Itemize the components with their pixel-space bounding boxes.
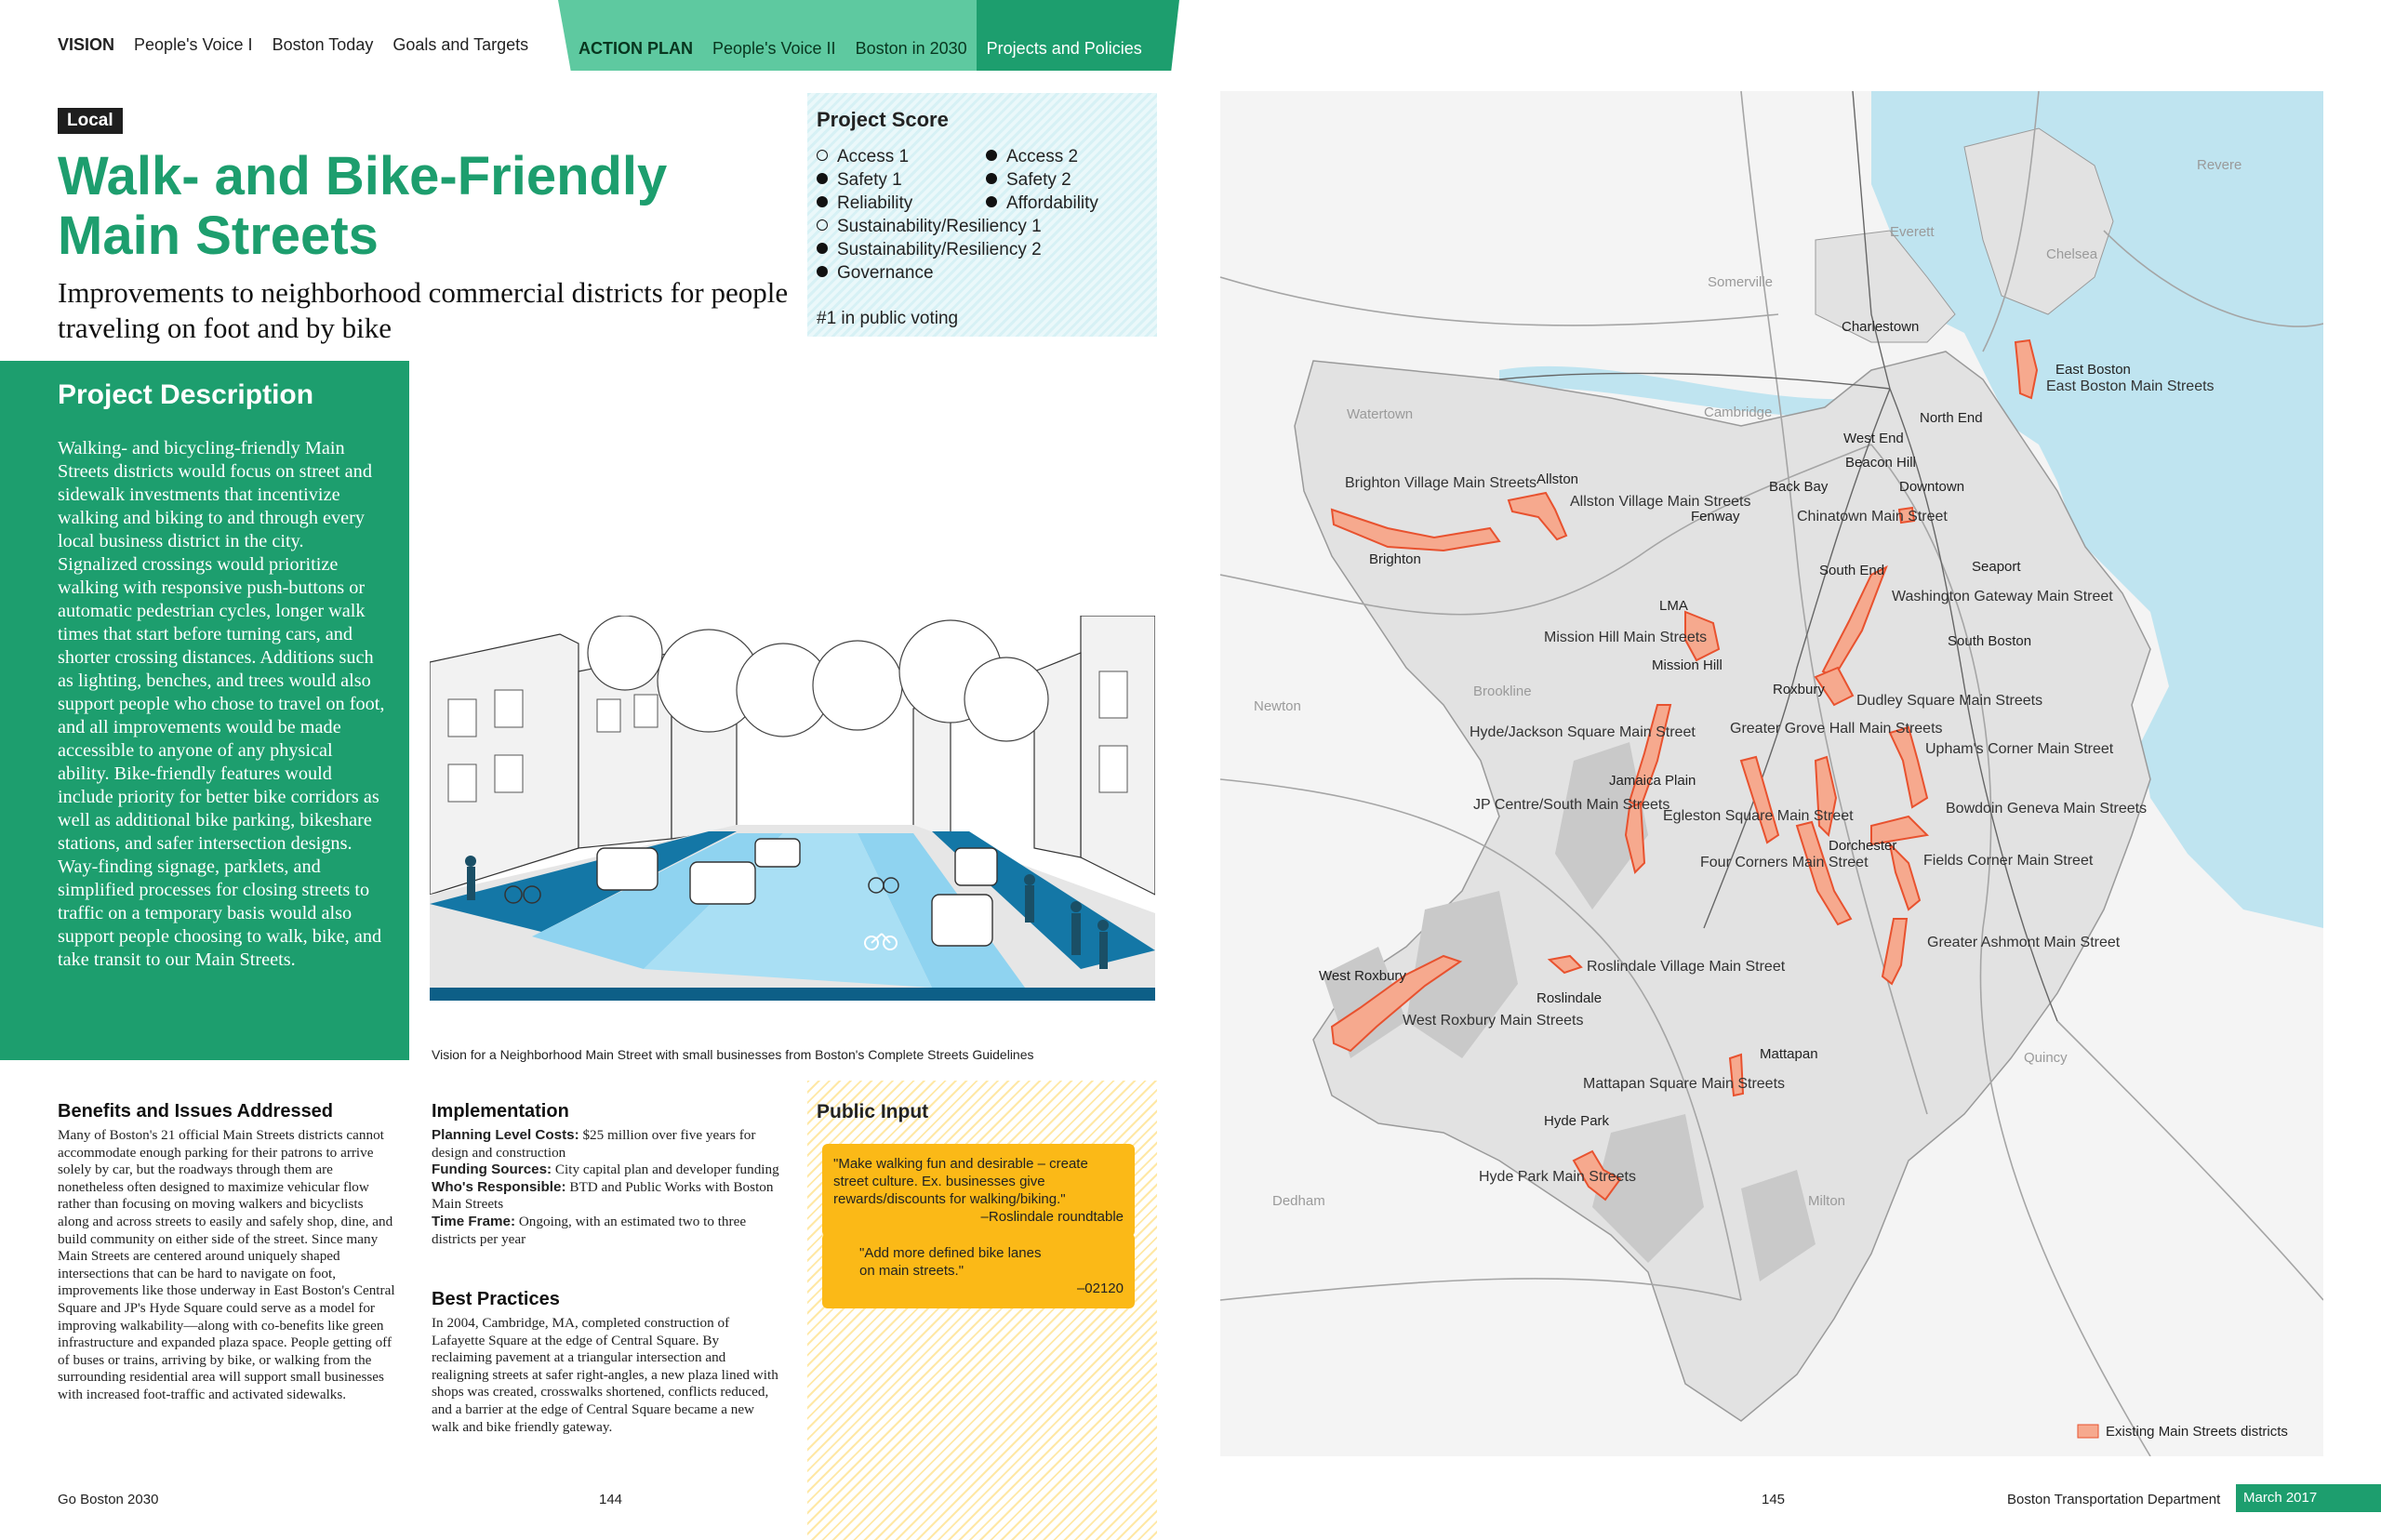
nav-vision[interactable]: VISION bbox=[58, 35, 115, 54]
illustration-caption: Vision for a Neighborhood Main Street with small businesses from Boston's Complete Streets Guidelines bbox=[432, 1047, 1034, 1062]
label-east-boston-ms: East Boston Main Streets bbox=[2046, 378, 2215, 394]
label-chinatown-ms: Chinatown Main Street bbox=[1797, 509, 1948, 524]
nav-goals-targets[interactable]: Goals and Targets bbox=[392, 35, 529, 54]
nav-projects-policies[interactable]: Projects and Policies bbox=[986, 39, 1142, 58]
score-item-safety-2: Safety 2 bbox=[986, 170, 1071, 191]
town-chelsea: Chelsea bbox=[2046, 246, 2098, 262]
best-practices-heading: Best Practices bbox=[432, 1289, 560, 1309]
footer-publication: Go Boston 2030 bbox=[58, 1492, 159, 1507]
label-west-roxbury-ms: West Roxbury Main Streets bbox=[1403, 1013, 1584, 1029]
best-practices-text: In 2004, Cambridge, MA, completed construction of Lafayette Square at the edge of Central Square. By reclaiming pavement at a triangular intersection and realigning streets at safer right-angles, a new plaza lined with shops was created, crosswalks shortened, conflicts reduced, and a barrier at the edge of Central Square became a new walk and bike friendly gateway. bbox=[432, 1315, 778, 1435]
nbhd-mattapan: Mattapan bbox=[1760, 1046, 1818, 1062]
quote-bubble-1 bbox=[822, 1144, 1135, 1237]
label-mattapan-square-ms: Mattapan Square Main Streets bbox=[1583, 1076, 1786, 1092]
score-item-access-1: Access 1 bbox=[817, 147, 909, 167]
filled-circle-icon bbox=[817, 196, 828, 207]
label-greater-ashmont-ms: Greater Ashmont Main Street bbox=[1927, 935, 2121, 950]
nbhd-east-boston: East Boston bbox=[2055, 362, 2131, 378]
score-item-governance: Governance bbox=[817, 263, 934, 284]
legend-label: Existing Main Streets districts bbox=[2106, 1424, 2288, 1440]
legend-swatch bbox=[2078, 1425, 2098, 1438]
label-brighton-village-ms: Brighton Village Main Streets bbox=[1345, 475, 1537, 491]
nbhd-hyde-park: Hyde Park bbox=[1544, 1113, 1610, 1129]
page-subtitle: Improvements to neighborhood commercial districts for people traveling on foot and by bike bbox=[58, 276, 789, 344]
empty-circle-icon bbox=[817, 150, 828, 161]
label-uphams-corner-ms: Upham's Corner Main Street bbox=[1925, 741, 2114, 757]
nbhd-seaport: Seaport bbox=[1972, 559, 2021, 575]
nbhd-charlestown: Charlestown bbox=[1842, 319, 1920, 335]
label-four-corners-ms: Four Corners Main Street bbox=[1700, 855, 1869, 870]
label-hyde-park-ms: Hyde Park Main Streets bbox=[1479, 1169, 1636, 1185]
label-fields-corner-ms: Fields Corner Main Street bbox=[1923, 853, 2094, 869]
nbhd-fenway: Fenway bbox=[1691, 509, 1740, 524]
filled-circle-icon bbox=[817, 173, 828, 184]
town-quincy: Quincy bbox=[2024, 1050, 2068, 1066]
public-input-heading: Public Input bbox=[817, 1101, 929, 1122]
score-item-sustainability-2: Sustainability/Resiliency 2 bbox=[817, 240, 1042, 260]
nav-peoples-voice-2[interactable]: People's Voice II bbox=[712, 39, 836, 58]
nbhd-allston: Allston bbox=[1536, 471, 1579, 487]
implementation-row-responsible: Who's Responsible: BTD and Public Works with Boston Main Streets bbox=[432, 1178, 774, 1213]
quote-1-text: "Make walking fun and desirable – create street culture. Ex. businesses give rewards/discounts for walking/biking." bbox=[833, 1156, 1088, 1207]
nbhd-beacon-hill: Beacon Hill bbox=[1845, 455, 1916, 471]
label-jp-centre-ms: JP Centre/South Main Streets bbox=[1473, 797, 1670, 813]
nbhd-west-roxbury: West Roxbury bbox=[1319, 968, 1406, 984]
benefits-text: Many of Boston's 21 official Main Streets districts cannot accommodate enough parking for their patrons to arrive solely by car, but the roadways through them are nonetheless often designed to maximize vehicular flow rather than focusing on moving walkers and bicyclists along and across streets to easily and safely shop, dine, and build community on either side of the street. Since many Main Streets are centered around uniquely shaped intersections that can be hard to navigate on foot, improvements like those underway in East Boston's Central Square and JP's Hyde Square could serve as a model for improving walkability—along with co-benefits like green infrastructure and expanded plaza space. People getting off of buses or trains, arriving by bike, or walking from the surrounding residential area will support small businesses with increased foot-traffic and activated sidewalks. bbox=[58, 1127, 395, 1402]
nbhd-mission-hill: Mission Hill bbox=[1652, 657, 1723, 673]
nav-action-plan-band bbox=[558, 0, 1179, 71]
implementation-row-funding: Funding Sources: City capital plan and developer funding bbox=[432, 1162, 779, 1178]
nav-boston-today[interactable]: Boston Today bbox=[272, 35, 374, 54]
nbhd-roxbury: Roxbury bbox=[1773, 682, 1825, 697]
project-score-heading: Project Score bbox=[817, 108, 949, 131]
footer-page-left: 144 bbox=[599, 1492, 623, 1507]
filled-circle-icon bbox=[817, 266, 828, 277]
score-item-affordability: Affordability bbox=[986, 193, 1098, 214]
label-roslindale-village-ms: Roslindale Village Main Street bbox=[1587, 959, 1786, 975]
nav-action-plan[interactable]: ACTION PLAN bbox=[579, 39, 693, 58]
nbhd-jamaica-plain: Jamaica Plain bbox=[1609, 773, 1696, 789]
label-allston-village-ms: Allston Village Main Streets bbox=[1570, 494, 1751, 510]
quote-2-source: –02120 bbox=[1076, 1281, 1124, 1296]
main-streets-map bbox=[1220, 91, 2323, 1456]
town-milton: Milton bbox=[1808, 1193, 1846, 1209]
town-everett: Everett bbox=[1890, 224, 1935, 240]
project-score-box bbox=[807, 93, 1157, 337]
street-illustration bbox=[430, 616, 1155, 1001]
benefits-heading: Benefits and Issues Addressed bbox=[58, 1101, 334, 1122]
nbhd-north-end: North End bbox=[1920, 410, 1983, 426]
label-hyde-jackson-ms: Hyde/Jackson Square Main Street bbox=[1470, 724, 1696, 740]
label-grove-hall-ms: Greater Grove Hall Main Streets bbox=[1730, 721, 1943, 737]
filled-circle-icon bbox=[986, 173, 997, 184]
nbhd-brighton: Brighton bbox=[1369, 551, 1421, 567]
nbhd-west-end: West End bbox=[1843, 431, 1904, 446]
implementation-row-timeframe: Time Frame: Ongoing, with an estimated two to three districts per year bbox=[432, 1213, 747, 1247]
nbhd-dorchester: Dorchester bbox=[1829, 838, 1897, 854]
project-description-heading: Project Description bbox=[58, 379, 314, 410]
nav-boston-2030[interactable]: Boston in 2030 bbox=[855, 39, 967, 58]
quote-2-text: "Add more defined bike lanes on main streets." bbox=[859, 1245, 1042, 1279]
nbhd-roslindale: Roslindale bbox=[1536, 990, 1603, 1006]
nbhd-lma: LMA bbox=[1659, 598, 1688, 614]
nav-peoples-voice-1[interactable]: People's Voice I bbox=[134, 35, 253, 54]
town-brookline: Brookline bbox=[1473, 684, 1532, 699]
project-description-text: Walking- and bicycling-friendly Main Streets districts would focus on street and sidewalk investments that incentivize walking and biking to and through every local business district in the city. Signalized crossings would prioritize walking with responsive push-buttons or automatic pedestrian cycles, longer walk times that start before turning cars, and shorter crossing distances. Additions such as lighting, benches, and trees would also support people who chose to travel on foot, and all improvements would be made accessible to anyone of any physical ability. Bike-friendly features would include priority for better bike corridors as well as additional bike parking, bikeshare stations, and safer intersection designs. Way-finding signage, parklets, and simplified processes for closing streets to traffic on a temporary basis would also support people choosing to walk, bike, and take transit to our Main Streets. bbox=[58, 438, 385, 970]
score-item-reliability: Reliability bbox=[817, 193, 912, 214]
nbhd-south-end: South End bbox=[1819, 563, 1885, 578]
nbhd-south-boston: South Boston bbox=[1948, 633, 2032, 649]
label-bowdoin-geneva-ms: Bowdoin Geneva Main Streets bbox=[1946, 801, 2148, 816]
town-newton: Newton bbox=[1254, 698, 1301, 714]
score-item-sustainability-1: Sustainability/Resiliency 1 bbox=[817, 217, 1042, 237]
quote-1-source: –Roslindale roundtable bbox=[980, 1209, 1124, 1225]
label-mission-hill-ms: Mission Hill Main Streets bbox=[1544, 630, 1708, 645]
nbhd-downtown: Downtown bbox=[1899, 479, 1965, 495]
label-dudley-square-ms: Dudley Square Main Streets bbox=[1856, 693, 2043, 709]
local-tag: Local bbox=[58, 108, 123, 134]
nbhd-back-bay: Back Bay bbox=[1769, 479, 1829, 495]
quote-bubble-2 bbox=[822, 1233, 1135, 1308]
town-cambridge: Cambridge bbox=[1704, 405, 1773, 420]
empty-circle-icon bbox=[817, 219, 828, 231]
implementation-heading: Implementation bbox=[432, 1101, 569, 1122]
score-item-safety-1: Safety 1 bbox=[817, 170, 902, 191]
footer-page-right: 145 bbox=[1762, 1492, 1786, 1507]
nav-left bbox=[58, 35, 543, 55]
implementation-list bbox=[432, 1127, 781, 1248]
footer-department: Boston Transportation Department bbox=[2007, 1492, 2221, 1507]
implementation-row-costs: Planning Level Costs: $25 million over five years for design and construction bbox=[432, 1127, 756, 1161]
town-somerville: Somerville bbox=[1708, 274, 1774, 290]
page-title bbox=[58, 147, 727, 266]
town-watertown: Watertown bbox=[1347, 406, 1414, 422]
public-voting-rank: #1 in public voting bbox=[817, 309, 959, 328]
label-egleston-ms: Egleston Square Main Street bbox=[1663, 808, 1854, 824]
filled-circle-icon bbox=[986, 150, 997, 161]
filled-circle-icon bbox=[817, 243, 828, 254]
nav-right bbox=[579, 39, 1157, 59]
label-washington-gateway-ms: Washington Gateway Main Street bbox=[1892, 589, 2113, 604]
filled-circle-icon bbox=[986, 196, 997, 207]
project-description-panel bbox=[0, 361, 409, 1060]
score-item-access-2: Access 2 bbox=[986, 147, 1078, 167]
town-revere: Revere bbox=[2197, 157, 2242, 173]
title-line-1: Walk- and Bike-Friendly bbox=[58, 146, 668, 206]
public-input-box bbox=[807, 1081, 1157, 1540]
title-line-2: Main Streets bbox=[58, 206, 379, 266]
town-dedham: Dedham bbox=[1272, 1193, 1325, 1209]
footer-date: March 2017 bbox=[2236, 1484, 2381, 1512]
